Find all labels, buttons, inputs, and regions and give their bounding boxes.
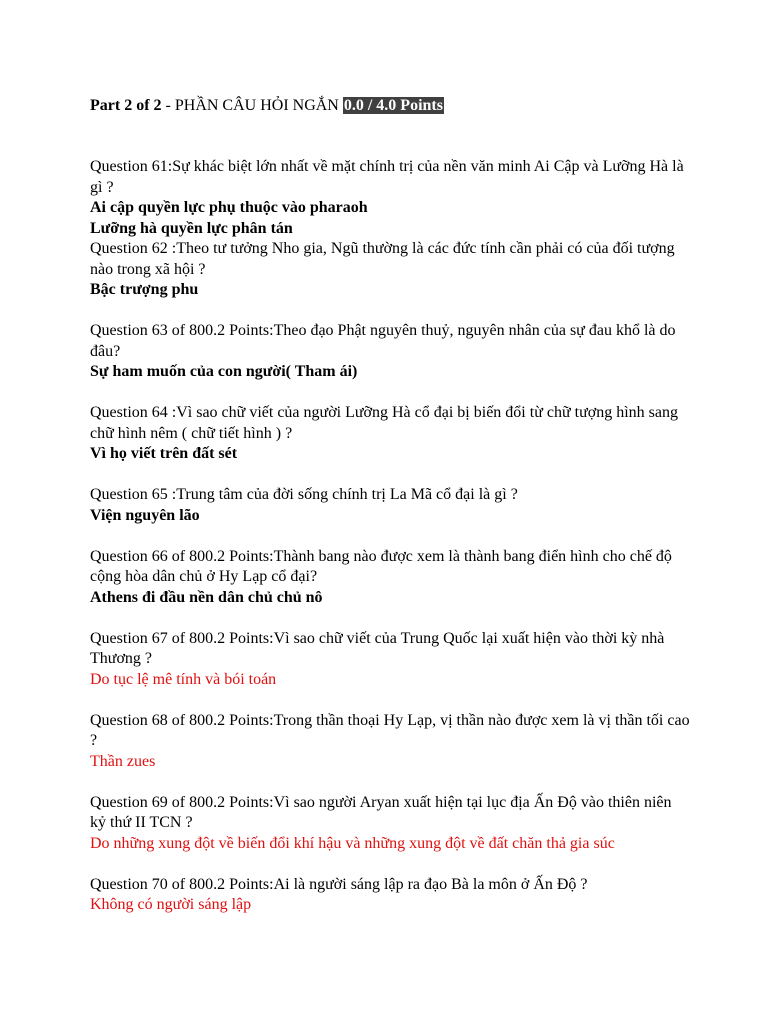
question-block-62 — [90, 239, 690, 301]
answer-text: Bậc trượng phu — [90, 281, 199, 298]
question-block-69 — [90, 793, 690, 855]
spacer — [90, 690, 690, 711]
question-block-63 — [90, 321, 690, 383]
question-block-66 — [90, 547, 690, 609]
spacer — [90, 383, 690, 404]
section-title: PHẦN CÂU HỎI NGẮN — [174, 97, 339, 114]
question-block-68 — [90, 711, 690, 773]
answer-text: Viện nguyên lão — [90, 506, 200, 524]
question-block-70 — [90, 875, 690, 916]
answer-text: Do những xung đột về biến đổi khí hậu và những xung đột về đất chăn thả gia súc — [90, 834, 615, 852]
document-page — [90, 96, 690, 916]
question-text: Question 64 :Vì sao chữ viết của người Lưỡng Hà cổ đại bị biến đổi từ chữ tượng hình sang chữ hình nêm ( chữ tiết hình ) ? — [90, 404, 678, 442]
question-text: Question 66 of 800.2 Points:Thành bang nào được xem là thành bang điển hình cho chế độ cộng hòa dân chủ ở Hy Lạp cổ đại? — [90, 547, 672, 585]
spacer — [90, 854, 690, 875]
question-block-64 — [90, 403, 690, 465]
question-block-67 — [90, 629, 690, 691]
question-text: Question 67 of 800.2 Points:Vì sao chữ viết của Trung Quốc lại xuất hiện vào thời kỳ nhà Thương ? — [90, 629, 665, 667]
answer-text: Lưỡng hà quyền lực phân tán — [90, 219, 293, 237]
question-block-61 — [90, 157, 690, 239]
answer-text: Athens đi đầu nền dân chủ chủ nô — [90, 588, 323, 606]
spacer — [90, 117, 690, 157]
spacer — [90, 526, 690, 547]
question-text: Question 68 of 800.2 Points:Trong thần thoại Hy Lạp, vị thần nào được xem là vị thần tối cao ? — [90, 711, 690, 749]
question-text: Question 69 of 800.2 Points:Vì sao người Aryan xuất hiện tại lục địa Ấn Độ vào thiên niên kỷ thứ II TCN ? — [90, 793, 672, 831]
spacer — [90, 608, 690, 629]
answer-text: Ai cập quyền lực phụ thuộc vào pharaoh — [90, 199, 368, 216]
question-text: Question 65 :Trung tâm của đời sống chính trị La Mã cổ đại là gì ? — [90, 486, 518, 503]
answer-text: Sự ham muốn của con người( Tham ái) — [90, 363, 358, 380]
spacer — [90, 772, 690, 793]
question-text: Question 62 :Theo tư tưởng Nho gia, Ngũ thường là các đức tính cần phải có của đối tượng nào trong xã hội ? — [90, 240, 675, 278]
answer-text: Thần zues — [90, 752, 156, 770]
answer-text: Vì họ viết trên đất sét — [90, 445, 238, 462]
question-text: Question 61:Sự khác biệt lớn nhất về mặt chính trị của nền văn minh Ai Cập và Lưỡng Hà là gì ? — [90, 158, 684, 196]
answer-text: Không có người sáng lập — [90, 896, 252, 913]
question-text: Question 70 of 800.2 Points:Ai là người sáng lập ra đạo Bà la môn ở Ấn Độ ? — [90, 875, 588, 893]
part-header — [90, 96, 690, 117]
answer-text: Do tục lệ mê tính và bói toán — [90, 670, 277, 688]
part-separator: - — [161, 97, 175, 114]
question-text: Question 63 of 800.2 Points:Theo đạo Phật nguyên thuỷ, nguyên nhân của sự đau khổ là do đâu? — [90, 322, 676, 360]
score-badge: 0.0 / 4.0 Points — [343, 97, 443, 114]
spacer — [90, 301, 690, 322]
part-label: Part 2 of 2 — [90, 97, 162, 114]
spacer — [90, 465, 690, 486]
question-block-65 — [90, 485, 690, 526]
